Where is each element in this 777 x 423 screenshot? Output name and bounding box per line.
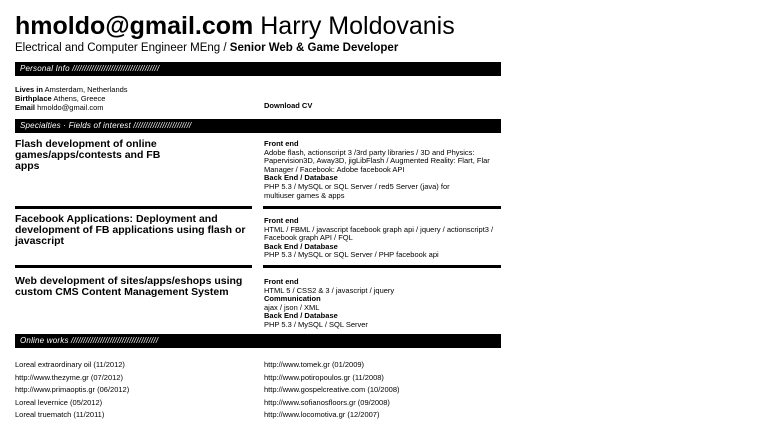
- detail-text: Adobe flash, actionscript 3 /3rd party libraries / 3D and Physics: Papervision3D, Away3D, jigLibFlash / Augmented Reality: Flart, Flar Manager / Facebook: Adobe facebook API: [264, 147, 490, 174]
- lives-value: Amsterdam, Netherlands: [42, 85, 128, 94]
- detail-heading: Communication: [264, 294, 321, 304]
- online-works-right: [264, 360, 399, 423]
- divider: [263, 265, 501, 268]
- online-works-bar: Online works ////////////////////////////////////: [15, 334, 501, 348]
- page-subtitle: [15, 42, 398, 54]
- lives-label: Lives in: [15, 85, 43, 94]
- work-link[interactable]: http://www.primaoptis.gr (06/2012): [15, 385, 130, 395]
- personal-info: [15, 85, 128, 112]
- birthplace-row: [15, 94, 128, 103]
- detail-heading: Back End / Database: [264, 241, 338, 251]
- specialty-title-facebook: Facebook Applications: Deployment and development of FB applications using flash or javascript: [15, 213, 246, 247]
- work-link[interactable]: http://www.potiropoulos.gr (11/2008): [264, 372, 384, 382]
- work-link[interactable]: http://www.gospelcreative.com (10/2008): [264, 385, 400, 395]
- work-link[interactable]: Loreal levernice (05/2012): [15, 397, 103, 407]
- detail-heading: Front end: [264, 139, 299, 148]
- detail-text: PHP 5.3 / MySQL or SQL Server / PHP facebook api: [264, 250, 439, 260]
- work-link[interactable]: Loreal truematch (11/2011): [15, 410, 105, 420]
- work-link[interactable]: http://www.locomotiva.gr (12/2007): [264, 410, 380, 420]
- personal-info-bar: Personal Info ////////////////////////////////////: [15, 62, 501, 76]
- detail-text: HTML 5 / CSS2 & 3 / javascript / jquery: [264, 285, 395, 295]
- specialty-title-web: Web development of sites/apps/eshops using custom CMS Content Management System: [15, 275, 243, 298]
- birthplace-value: Athens, Greece: [51, 94, 106, 103]
- specialties-bar: Specialties · Fields of interest ////////////////////////: [15, 119, 501, 133]
- work-link[interactable]: http://www.sofianosfloors.gr (09/2008): [264, 397, 390, 407]
- detail-text: PHP 5.3 / MySQL / SQL Server: [264, 319, 368, 329]
- detail-text: HTML / FBML / javascript facebook graph api / jquery / actionscript3 / Facebook graph API / FQL: [264, 224, 494, 243]
- email-row: [15, 103, 128, 112]
- online-works-left: [15, 360, 129, 423]
- birthplace-label: Birthplace: [15, 94, 52, 103]
- divider: [263, 206, 501, 209]
- detail-heading: Front end: [264, 277, 299, 286]
- detail-text: PHP 5.3 / MySQL or SQL Server / red5 Server (java) for multiuser games & apps: [264, 181, 450, 200]
- specialty-details-facebook: [264, 217, 504, 260]
- page-title: [15, 12, 455, 40]
- detail-heading: Front end: [264, 216, 299, 225]
- subtitle-title: Senior Web & Game Developer: [229, 42, 399, 54]
- work-link[interactable]: Loreal extraordinary oil (11/2012): [15, 360, 125, 369]
- lives-row: [15, 85, 128, 94]
- detail-heading: Back End / Database: [264, 173, 338, 183]
- detail-heading: Back End / Database: [264, 311, 338, 321]
- work-link[interactable]: http://www.tomek.gr (01/2009): [264, 360, 365, 369]
- specialty-details-web: [264, 278, 504, 330]
- divider: [15, 206, 252, 209]
- divider: [15, 265, 252, 268]
- specialty-title-flash: Flash development of online games/apps/contests and FB apps: [15, 138, 161, 172]
- header-email[interactable]: hmoldo@gmail.com: [15, 12, 254, 40]
- detail-text: ajax / json / XML: [264, 302, 320, 312]
- work-link[interactable]: http://www.thezyme.gr (07/2012): [15, 372, 123, 382]
- header-name: Harry Moldovanis: [260, 12, 455, 40]
- email-label: Email: [15, 103, 36, 112]
- email-value[interactable]: hmoldo@gmail.com: [35, 103, 104, 112]
- specialty-details-flash: [264, 140, 504, 200]
- download-cv-link[interactable]: Download CV: [264, 101, 313, 110]
- subtitle-role: Electrical and Computer Engineer MEng /: [15, 42, 230, 54]
